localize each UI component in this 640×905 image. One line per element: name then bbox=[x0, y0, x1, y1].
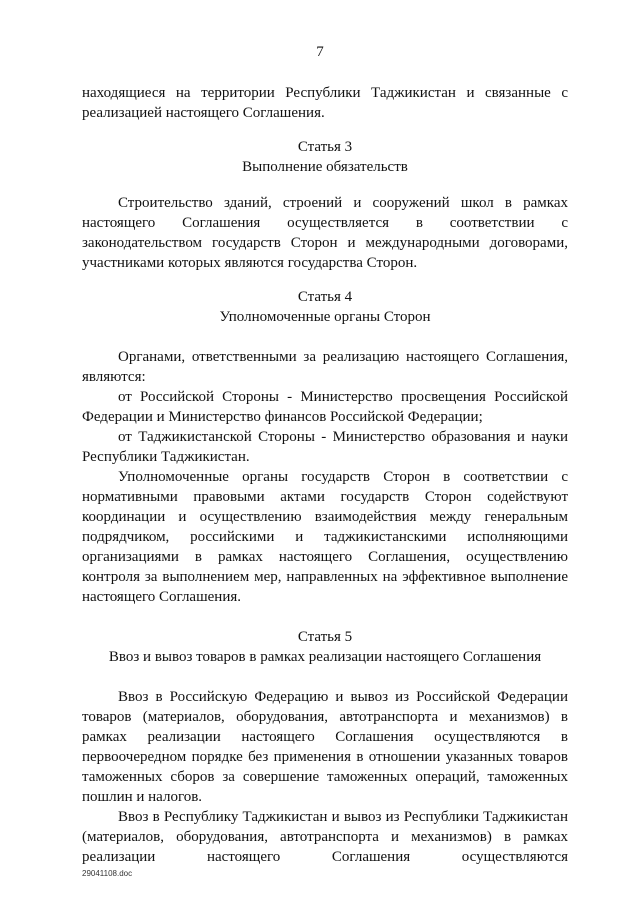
article-4-paragraph-4: Уполномоченные органы государств Сторон в соответствии с нормативными правовыми актами государств Сторон содействуют координации и осуществлению взаимодействия между генеральным подрядчиком, российскими и таджикистанскими исполняющими организациями в рамках настоящего Соглашения, осуществлению контроля за выполнением мер, направленных на эффективное выполнение настоящего Соглашения. bbox=[82, 469, 568, 605]
article-4-title: Уполномоченные органы Сторон bbox=[219, 309, 431, 325]
article-3-title: Выполнение обязательств bbox=[242, 159, 408, 175]
article-4-number: Статья 4 bbox=[297, 289, 353, 305]
article-4-paragraph-3: от Таджикистанской Стороны - Министерство образования и науки Республики Таджикистан. bbox=[82, 429, 568, 465]
page-number: 7 bbox=[316, 44, 324, 60]
article-3-paragraph-1: Строительство зданий, строений и сооружений школ в рамках настоящего Соглашения осуществляется в соответствии с законодательством государств Сторон и международными договорами, участниками которых являются государства Сторон. bbox=[82, 195, 568, 271]
file-name-footer: 29041108.doc bbox=[82, 869, 133, 878]
article-4-paragraph-2: от Российской Стороны - Министерство просвещения Российской Федерации и Министерство финансов Российской Федерации; bbox=[82, 389, 568, 425]
article-5-paragraph-1: Ввоз в Российскую Федерацию и вывоз из Российской Федерации товаров (материалов, оборудования, автотранспорта и механизмов) в рамках реализации настоящего Соглашения осуществляются в первоочередном порядке без применения в отношении указанных товаров таможенных сборов за совершение таможенных операций, таможенных пошлин и налогов. bbox=[82, 689, 568, 805]
article-5-number: Статья 5 bbox=[297, 629, 353, 645]
intro-paragraph: находящиеся на территории Республики Таджикистан и связанные с реализацией настоящего Соглашения. bbox=[82, 85, 568, 121]
article-5-title: Ввоз и вывоз товаров в рамках реализации настоящего Соглашения bbox=[108, 649, 542, 665]
article-5-paragraph-2: Ввоз в Республику Таджикистан и вывоз из Республики Таджикистан (материалов, оборудования, автотранспорта и механизмов) в рамках реализации настоящего Соглашения осуществляются bbox=[82, 809, 568, 865]
article-3-number: Статья 3 bbox=[297, 139, 353, 155]
article-4-paragraph-1: Органами, ответственными за реализацию настоящего Соглашения, являются: bbox=[82, 349, 568, 385]
document-body bbox=[82, 83, 568, 867]
